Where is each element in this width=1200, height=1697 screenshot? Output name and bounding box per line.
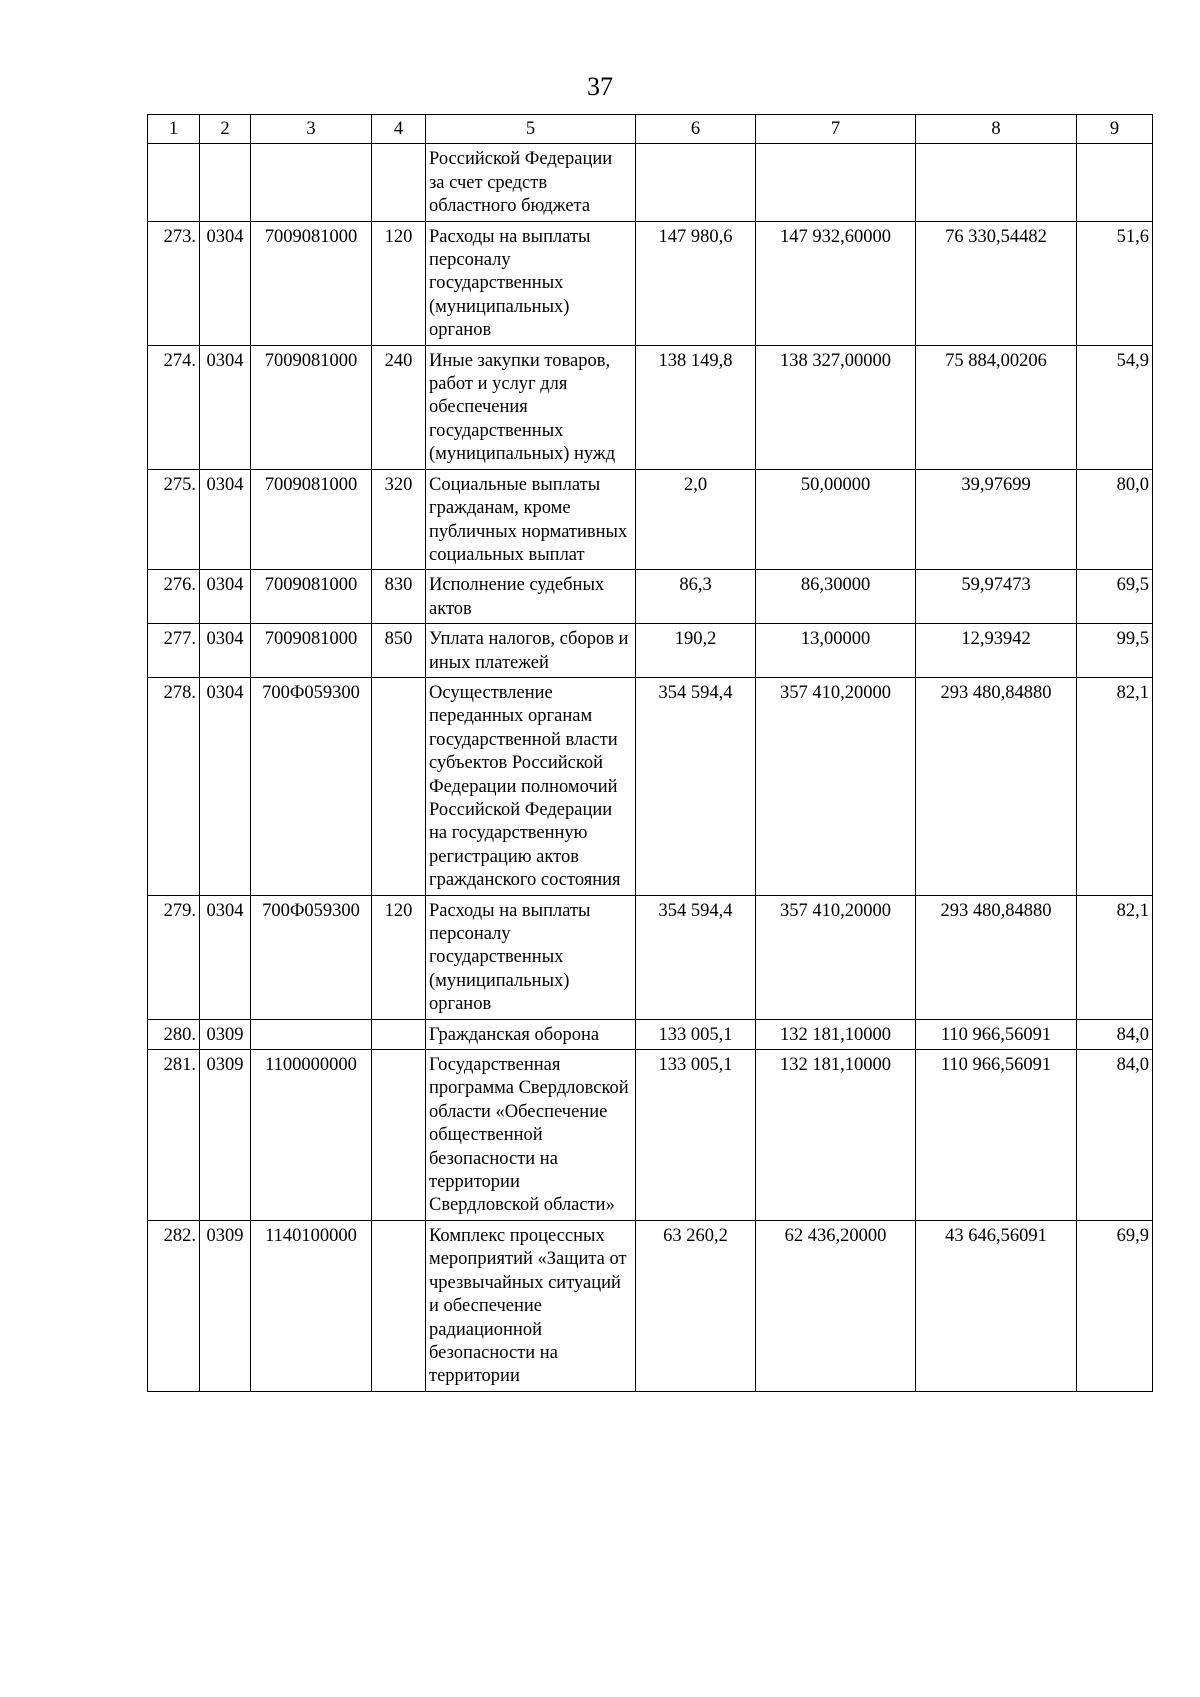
- value-col9: 69,5: [1077, 570, 1153, 624]
- row-number: 275.: [148, 469, 200, 570]
- item-name: Расходы на выплаты персоналу государственных (муниципальных) органов: [426, 221, 636, 345]
- value-col9: 51,6: [1077, 221, 1153, 345]
- section-code: 0309: [200, 1220, 251, 1391]
- value-col6: 63 260,2: [636, 1220, 756, 1391]
- value-col7: 86,30000: [756, 570, 916, 624]
- value-col9: 80,0: [1077, 469, 1153, 570]
- table-row: [148, 345, 1153, 469]
- header-cell: 9: [1077, 115, 1153, 144]
- value-col7: 357 410,20000: [756, 895, 916, 1019]
- target-code: 700Ф059300: [251, 677, 372, 895]
- value-col6: 133 005,1: [636, 1050, 756, 1221]
- item-name: Российской Федерации за счет средств областного бюджета: [426, 144, 636, 221]
- section-code: 0304: [200, 469, 251, 570]
- value-col8: 76 330,54482: [916, 221, 1077, 345]
- value-col7: 13,00000: [756, 624, 916, 678]
- table-row: [148, 469, 1153, 570]
- item-name: Гражданская оборона: [426, 1019, 636, 1049]
- section-code: 0304: [200, 895, 251, 1019]
- target-code: 7009081000: [251, 570, 372, 624]
- value-col7: 132 181,10000: [756, 1019, 916, 1049]
- header-cell: 7: [756, 115, 916, 144]
- value-col6: 354 594,4: [636, 895, 756, 1019]
- value-col6: 138 149,8: [636, 345, 756, 469]
- table-row: [148, 895, 1153, 1019]
- table-row: [148, 677, 1153, 895]
- expense-type: [372, 144, 426, 221]
- value-col9: 82,1: [1077, 677, 1153, 895]
- item-name: Иные закупки товаров, работ и услуг для обеспечения государственных (муниципальных) нужд: [426, 345, 636, 469]
- value-col8: 75 884,00206: [916, 345, 1077, 469]
- target-code: 7009081000: [251, 469, 372, 570]
- value-col6: 133 005,1: [636, 1019, 756, 1049]
- value-col7: 50,00000: [756, 469, 916, 570]
- target-code: 7009081000: [251, 221, 372, 345]
- expense-type: 240: [372, 345, 426, 469]
- target-code: [251, 144, 372, 221]
- section-code: 0309: [200, 1019, 251, 1049]
- value-col9: 69,9: [1077, 1220, 1153, 1391]
- header-cell: 4: [372, 115, 426, 144]
- expense-type: [372, 1050, 426, 1221]
- value-col6: 86,3: [636, 570, 756, 624]
- expense-type: [372, 1019, 426, 1049]
- value-col8: 293 480,84880: [916, 895, 1077, 1019]
- value-col9: 84,0: [1077, 1019, 1153, 1049]
- table-row: [148, 221, 1153, 345]
- row-number: 279.: [148, 895, 200, 1019]
- value-col6: 190,2: [636, 624, 756, 678]
- header-cell: 8: [916, 115, 1077, 144]
- section-code: 0304: [200, 570, 251, 624]
- header-cell: 6: [636, 115, 756, 144]
- section-code: 0304: [200, 345, 251, 469]
- value-col8: 43 646,56091: [916, 1220, 1077, 1391]
- target-code: 7009081000: [251, 345, 372, 469]
- value-col8: 293 480,84880: [916, 677, 1077, 895]
- table-row: [148, 1050, 1153, 1221]
- target-code: 1100000000: [251, 1050, 372, 1221]
- value-col7: 357 410,20000: [756, 677, 916, 895]
- value-col7: 132 181,10000: [756, 1050, 916, 1221]
- target-code: 7009081000: [251, 624, 372, 678]
- value-col6: [636, 144, 756, 221]
- row-number: 278.: [148, 677, 200, 895]
- section-code: 0304: [200, 624, 251, 678]
- table-row: [148, 1019, 1153, 1049]
- value-col8: 39,97699: [916, 469, 1077, 570]
- value-col7: 138 327,00000: [756, 345, 916, 469]
- header-row: [148, 115, 1153, 144]
- section-code: [200, 144, 251, 221]
- expense-type: 120: [372, 895, 426, 1019]
- value-col7: [756, 144, 916, 221]
- item-name: Государственная программа Свердловской области «Обеспечение общественной безопасности на территории Свердловской области»: [426, 1050, 636, 1221]
- table-row: [148, 570, 1153, 624]
- value-col8: 110 966,56091: [916, 1019, 1077, 1049]
- budget-table: [147, 114, 1153, 1392]
- row-number: [148, 144, 200, 221]
- header-cell: 3: [251, 115, 372, 144]
- target-code: 700Ф059300: [251, 895, 372, 1019]
- item-name: Исполнение судебных актов: [426, 570, 636, 624]
- expense-type: [372, 677, 426, 895]
- page-number: 37: [587, 72, 613, 101]
- row-number: 274.: [148, 345, 200, 469]
- table-row: [148, 144, 1153, 221]
- item-name: Социальные выплаты гражданам, кроме публичных нормативных социальных выплат: [426, 469, 636, 570]
- row-number: 277.: [148, 624, 200, 678]
- value-col9: 84,0: [1077, 1050, 1153, 1221]
- value-col9: 82,1: [1077, 895, 1153, 1019]
- value-col6: 354 594,4: [636, 677, 756, 895]
- header-cell: 1: [148, 115, 200, 144]
- item-name: Осуществление переданных органам государственной власти субъектов Российской Федерации полномочий Российской Федерации на государственную регистрацию актов гражданского состояния: [426, 677, 636, 895]
- expense-type: 320: [372, 469, 426, 570]
- row-number: 280.: [148, 1019, 200, 1049]
- expense-type: 830: [372, 570, 426, 624]
- target-code: 1140100000: [251, 1220, 372, 1391]
- table-row: [148, 624, 1153, 678]
- item-name: Расходы на выплаты персоналу государственных (муниципальных) органов: [426, 895, 636, 1019]
- value-col8: 12,93942: [916, 624, 1077, 678]
- item-name: Комплекс процессных мероприятий «Защита от чрезвычайных ситуаций и обеспечение радиационной безопасности на территории: [426, 1220, 636, 1391]
- row-number: 276.: [148, 570, 200, 624]
- section-code: 0309: [200, 1050, 251, 1221]
- section-code: 0304: [200, 677, 251, 895]
- value-col9: [1077, 144, 1153, 221]
- row-number: 273.: [148, 221, 200, 345]
- value-col6: 147 980,6: [636, 221, 756, 345]
- item-name: Уплата налогов, сборов и иных платежей: [426, 624, 636, 678]
- expense-type: [372, 1220, 426, 1391]
- header-cell: 5: [426, 115, 636, 144]
- value-col7: 147 932,60000: [756, 221, 916, 345]
- section-code: 0304: [200, 221, 251, 345]
- value-col8: 59,97473: [916, 570, 1077, 624]
- row-number: 282.: [148, 1220, 200, 1391]
- table-row: [148, 1220, 1153, 1391]
- value-col7: 62 436,20000: [756, 1220, 916, 1391]
- expense-type: 120: [372, 221, 426, 345]
- value-col9: 54,9: [1077, 345, 1153, 469]
- header-cell: 2: [200, 115, 251, 144]
- value-col8: [916, 144, 1077, 221]
- value-col8: 110 966,56091: [916, 1050, 1077, 1221]
- row-number: 281.: [148, 1050, 200, 1221]
- value-col9: 99,5: [1077, 624, 1153, 678]
- expense-type: 850: [372, 624, 426, 678]
- target-code: [251, 1019, 372, 1049]
- value-col6: 2,0: [636, 469, 756, 570]
